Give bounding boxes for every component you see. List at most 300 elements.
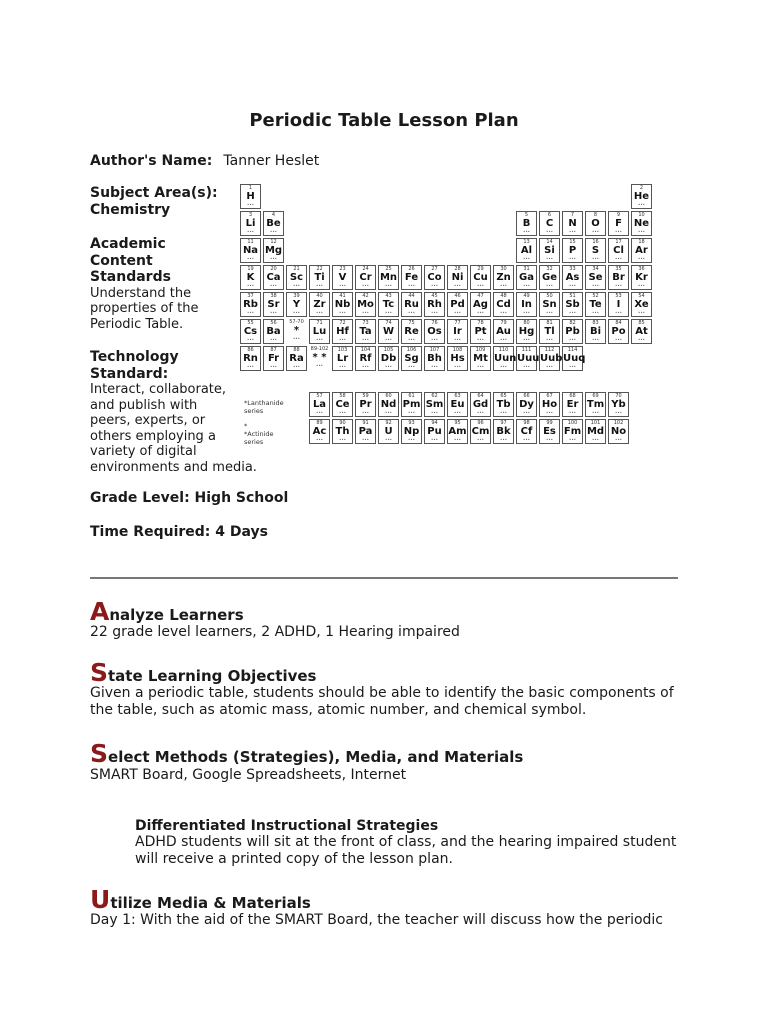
- element-number: 62: [431, 393, 438, 399]
- analyze-learners-heading: [90, 597, 244, 626]
- element-symbol: Tm: [586, 399, 605, 410]
- element-cell-13: [539, 238, 560, 263]
- element-cell-20: [286, 265, 307, 290]
- element-number: 73: [362, 320, 369, 326]
- element-mass-mark: •••: [338, 437, 347, 442]
- element-symbol: Be: [266, 218, 281, 229]
- element-mass-mark: •••: [315, 310, 324, 315]
- element-cell-15: [585, 238, 606, 263]
- element-symbol: Sm: [425, 399, 444, 410]
- element-number: 66: [523, 393, 530, 399]
- element-symbol: Na: [242, 245, 259, 256]
- element-mass-mark: •••: [614, 337, 623, 342]
- element-cell-23: [355, 265, 376, 290]
- element-number: 44: [408, 293, 415, 299]
- element-mass-mark: •••: [453, 310, 462, 315]
- element-number: 17: [615, 239, 622, 245]
- element-symbol: Bi: [589, 326, 602, 337]
- element-symbol: Ca: [266, 272, 281, 283]
- element-symbol: No: [610, 426, 627, 437]
- element-number: 102: [613, 420, 624, 426]
- element-symbol: Bk: [496, 426, 511, 437]
- element-cell-11: [263, 238, 284, 263]
- element-mass-mark: •••: [499, 410, 508, 415]
- element-symbol: Pt: [474, 326, 487, 337]
- element-symbol: Ir: [453, 326, 462, 337]
- actinide-label: * *Actinide series: [244, 422, 274, 446]
- element-symbol: Np: [403, 426, 420, 437]
- element-cell-18: [240, 265, 261, 290]
- element-cell-63: [447, 319, 468, 344]
- element-cell-71: [631, 319, 652, 344]
- element-symbol: Db: [380, 353, 397, 364]
- element-cell-54: [240, 319, 261, 344]
- lanthanide-cell-12: [585, 392, 606, 417]
- element-symbol: Cu: [473, 272, 488, 283]
- element-cell-77: [355, 346, 376, 371]
- element-cell-1: [631, 184, 652, 209]
- element-symbol: Uuu: [517, 353, 540, 364]
- element-number: 89-102: [310, 346, 329, 352]
- element-mass-mark: •••: [522, 364, 531, 369]
- lanthanide-cell-4: [401, 392, 422, 417]
- element-cell-12: [516, 238, 537, 263]
- element-number: 13: [523, 239, 530, 245]
- element-mass-mark: •••: [453, 283, 462, 288]
- element-mass-mark: •••: [476, 337, 485, 342]
- element-mass-mark: •••: [269, 310, 278, 315]
- element-mass-mark: •••: [545, 364, 554, 369]
- element-number: 90: [339, 420, 346, 426]
- element-number: 40: [316, 293, 323, 299]
- element-symbol: Bh: [427, 353, 442, 364]
- element-number: 70: [615, 393, 622, 399]
- element-number: 106: [406, 347, 417, 353]
- element-number: 80: [523, 320, 530, 326]
- element-symbol: Pb: [565, 326, 580, 337]
- element-symbol: Dy: [519, 399, 534, 410]
- element-number: 57-70: [289, 319, 304, 325]
- element-number: 105: [383, 347, 394, 353]
- analyze-initial: A: [90, 597, 110, 626]
- element-mass-mark: •••: [568, 310, 577, 315]
- state-body: [90, 685, 680, 719]
- academic-label-3: Standards: [90, 269, 171, 285]
- element-mass-mark: •••: [315, 437, 324, 442]
- element-cell-74: [286, 346, 307, 371]
- element-mass-mark: •••: [338, 364, 347, 369]
- element-cell-3: [263, 211, 284, 236]
- element-mass-mark: •••: [338, 283, 347, 288]
- element-cell-36: [240, 292, 261, 317]
- element-symbol: Al: [520, 245, 533, 256]
- element-mass-mark: •••: [407, 310, 416, 315]
- element-number: 23: [339, 266, 346, 272]
- element-symbol: Pm: [402, 399, 421, 410]
- element-cell-83: [493, 346, 517, 371]
- element-symbol: Ag: [473, 299, 488, 310]
- tech-text-1: Interact, collaborate,: [90, 382, 227, 397]
- element-mass-mark: •••: [430, 310, 439, 315]
- element-cell-49: [539, 292, 560, 317]
- element-mass-mark: •••: [614, 437, 623, 442]
- element-number: 101: [590, 420, 601, 426]
- element-number: 88: [293, 347, 300, 353]
- element-mass-mark: •••: [453, 410, 462, 415]
- analyze-body: 22 grade level learners, 2 ADHD, 1 Hearing impaired: [90, 624, 460, 640]
- element-cell-14: [562, 238, 583, 263]
- element-mass-mark: •••: [430, 283, 439, 288]
- element-number: 42: [362, 293, 369, 299]
- element-number: 19: [247, 266, 254, 272]
- tech-text-3: peers, experts, or: [90, 413, 206, 428]
- element-symbol: Rf: [359, 353, 372, 364]
- element-number: 82: [569, 320, 576, 326]
- lanthanide-cell-5: [424, 392, 445, 417]
- element-symbol: Si: [544, 245, 555, 256]
- element-mass-mark: •••: [568, 364, 577, 369]
- academic-text-2: properties of the: [90, 301, 199, 316]
- element-cell-34: [608, 265, 629, 290]
- lanthanide-cell-11: [562, 392, 583, 417]
- element-symbol: Hg: [518, 326, 535, 337]
- element-mass-mark: •••: [384, 283, 393, 288]
- element-number: 71: [316, 320, 323, 326]
- element-mass-mark: •••: [568, 337, 577, 342]
- element-symbol: Ta: [359, 326, 372, 337]
- element-number: 103: [337, 347, 348, 353]
- academic-text-3: Periodic Table.: [90, 316, 184, 332]
- element-number: 22: [316, 266, 323, 272]
- element-symbol: In: [521, 299, 532, 310]
- element-symbol: At: [635, 326, 648, 337]
- element-number: 21: [293, 266, 300, 272]
- element-number: 29: [477, 266, 484, 272]
- element-symbol: Uuq: [563, 353, 586, 364]
- element-mass-mark: •••: [384, 410, 393, 415]
- element-number: 104: [360, 347, 371, 353]
- element-number: 10: [638, 212, 645, 218]
- utilize-initial: U: [90, 885, 111, 914]
- element-number: 47: [477, 293, 484, 299]
- element-cell-4: [516, 211, 537, 236]
- element-mass-mark: •••: [338, 310, 347, 315]
- element-symbol: V: [338, 272, 347, 283]
- actinide-cell-4: [401, 419, 422, 444]
- tech-text-5: variety of digital: [90, 444, 197, 459]
- lanthanide-cell-3: [378, 392, 399, 417]
- element-mass-mark: •••: [338, 410, 347, 415]
- element-mass-mark: •••: [591, 437, 600, 442]
- element-symbol: Ti: [314, 272, 325, 283]
- element-mass-mark: •••: [476, 437, 485, 442]
- element-mass-mark: •••: [384, 437, 393, 442]
- element-cell-86: [562, 346, 586, 371]
- lanthanide-cell-9: [516, 392, 537, 417]
- element-cell-37: [263, 292, 284, 317]
- element-number: 16: [592, 239, 599, 245]
- element-mass-mark: •••: [591, 337, 600, 342]
- element-mass-mark: •••: [614, 310, 623, 315]
- element-cell-30: [516, 265, 537, 290]
- element-cell-28: [470, 265, 491, 290]
- element-cell-32: [562, 265, 583, 290]
- grade-level: Grade Level: High School: [90, 490, 289, 506]
- element-symbol: Ba: [266, 326, 281, 337]
- element-mass-mark: •••: [499, 283, 508, 288]
- element-number: 9: [616, 212, 621, 218]
- analyze-title: nalyze Learners: [109, 606, 244, 624]
- element-number: 5: [524, 212, 529, 218]
- element-number: 12: [270, 239, 277, 245]
- element-mass-mark: •••: [246, 256, 255, 261]
- element-cell-33: [585, 265, 606, 290]
- element-symbol: Ga: [519, 272, 534, 283]
- technology-standard: [90, 349, 257, 475]
- element-cell-45: [447, 292, 468, 317]
- element-symbol: Lr: [336, 353, 349, 364]
- element-cell-73: [263, 346, 284, 371]
- utilize-title: tilize Media & Materials: [110, 894, 311, 912]
- actinide-cell-2: [355, 419, 376, 444]
- element-mass-mark: •••: [591, 310, 600, 315]
- element-symbol: Zr: [313, 299, 326, 310]
- academic-label-1: Academic: [90, 236, 166, 252]
- element-cell-39: [309, 292, 330, 317]
- element-symbol: H: [246, 191, 255, 202]
- element-number: 49: [523, 293, 530, 299]
- lanthanide-cell-6: [447, 392, 468, 417]
- element-number: 75: [408, 320, 415, 326]
- element-mass-mark: •••: [407, 410, 416, 415]
- element-number: 94: [431, 420, 438, 426]
- element-number: 55: [247, 320, 254, 326]
- element-cell-6: [562, 211, 583, 236]
- actinide-cell-12: [585, 419, 606, 444]
- element-symbol: Sc: [289, 272, 304, 283]
- element-cell-8: [608, 211, 629, 236]
- element-number: 56: [270, 320, 277, 326]
- state-initial: S: [90, 658, 109, 687]
- author-line: [90, 150, 319, 169]
- lanthanide-cell-0: [309, 392, 330, 417]
- tech-text-6: environments and media.: [90, 459, 257, 475]
- element-number: 74: [385, 320, 392, 326]
- element-symbol: Rb: [243, 299, 258, 310]
- element-symbol: Fm: [563, 426, 582, 437]
- element-mass-mark: •••: [315, 283, 324, 288]
- tech-text-4: others employing a: [90, 428, 216, 444]
- element-number: 50: [546, 293, 553, 299]
- element-number: 32: [546, 266, 553, 272]
- tech-label-1: Technology: [90, 349, 179, 365]
- element-symbol: Uub: [540, 353, 563, 364]
- element-number: 11: [247, 239, 254, 245]
- element-number: 110: [498, 347, 509, 353]
- element-mass-mark: •••: [637, 283, 646, 288]
- element-symbol: B: [522, 218, 531, 229]
- element-cell-41: [355, 292, 376, 317]
- element-symbol: Cs: [243, 326, 258, 337]
- element-mass-mark: •••: [522, 410, 531, 415]
- element-cell-0: [240, 184, 261, 209]
- element-mass-mark: •••: [384, 364, 393, 369]
- select-initial: S: [90, 739, 109, 768]
- actinide-cell-5: [424, 419, 445, 444]
- element-cell-42: [378, 292, 399, 317]
- element-number: 68: [569, 393, 576, 399]
- element-number: 46: [454, 293, 461, 299]
- element-number: 4: [271, 212, 276, 218]
- element-mass-mark: •••: [246, 337, 255, 342]
- element-mass-mark: •••: [430, 410, 439, 415]
- element-number: 65: [500, 393, 507, 399]
- element-number: 72: [339, 320, 346, 326]
- element-cell-78: [378, 346, 399, 371]
- element-symbol: Ne: [633, 218, 650, 229]
- element-number: 96: [477, 420, 484, 426]
- element-mass-mark: •••: [476, 310, 485, 315]
- element-symbol: He: [633, 191, 650, 202]
- select-methods-heading: [90, 739, 523, 768]
- element-mass-mark: •••: [637, 202, 646, 207]
- element-mass-mark: •••: [292, 364, 301, 369]
- element-mass-mark: •••: [568, 437, 577, 442]
- element-cell-44: [424, 292, 445, 317]
- element-mass-mark: •••: [522, 310, 531, 315]
- element-symbol: Cf: [520, 426, 533, 437]
- element-cell-75: [309, 346, 330, 371]
- element-number: 64: [477, 393, 484, 399]
- element-cell-59: [355, 319, 376, 344]
- element-cell-51: [585, 292, 606, 317]
- element-symbol: Hf: [336, 326, 349, 337]
- element-symbol: Nd: [380, 399, 397, 410]
- element-symbol: Te: [589, 299, 602, 310]
- element-cell-16: [608, 238, 629, 263]
- element-number: 100: [567, 420, 578, 426]
- element-mass-mark: •••: [545, 437, 554, 442]
- element-cell-61: [401, 319, 422, 344]
- element-symbol: U: [384, 426, 393, 437]
- element-symbol: Rh: [427, 299, 442, 310]
- element-cell-76: [332, 346, 353, 371]
- element-symbol: Co: [427, 272, 442, 283]
- element-number: 30: [500, 266, 507, 272]
- element-symbol: Am: [448, 426, 467, 437]
- lanthanide-cell-10: [539, 392, 560, 417]
- element-symbol: Os: [427, 326, 442, 337]
- element-number: 77: [454, 320, 461, 326]
- subject-area: [90, 185, 218, 219]
- element-cell-82: [470, 346, 491, 371]
- element-number: 41: [339, 293, 346, 299]
- element-number: 26: [408, 266, 415, 272]
- academic-standards: [90, 236, 198, 332]
- element-number: 109: [475, 347, 486, 353]
- element-mass-mark: •••: [499, 337, 508, 342]
- element-cell-67: [539, 319, 560, 344]
- element-cell-31: [539, 265, 560, 290]
- lanthanide-label: *Lanthanide series: [244, 399, 284, 415]
- element-mass-mark: •••: [315, 410, 324, 415]
- element-number: 69: [592, 393, 599, 399]
- element-symbol: Md: [586, 426, 605, 437]
- element-symbol: Cd: [496, 299, 511, 310]
- element-number: 53: [615, 293, 622, 299]
- element-cell-29: [493, 265, 514, 290]
- element-number: 79: [500, 320, 507, 326]
- element-cell-62: [424, 319, 445, 344]
- element-cell-22: [332, 265, 353, 290]
- element-symbol: Ra: [289, 353, 304, 364]
- element-mass-mark: •••: [522, 437, 531, 442]
- element-mass-mark: •••: [269, 256, 278, 261]
- element-symbol: Ge: [542, 272, 557, 283]
- element-mass-mark: •••: [407, 283, 416, 288]
- element-symbol: Re: [404, 326, 419, 337]
- element-mass-mark: •••: [453, 437, 462, 442]
- element-symbol: Ce: [335, 399, 350, 410]
- element-cell-17: [631, 238, 652, 263]
- element-number: 3: [248, 212, 253, 218]
- element-number: 25: [385, 266, 392, 272]
- element-symbol: Pa: [358, 426, 373, 437]
- element-symbol: Sb: [565, 299, 580, 310]
- tech-text-2: and publish with: [90, 397, 198, 413]
- element-number: 51: [569, 293, 576, 299]
- element-symbol: Ar: [635, 245, 648, 256]
- actinide-cell-9: [516, 419, 537, 444]
- element-symbol: Po: [611, 326, 626, 337]
- element-cell-84: [516, 346, 540, 371]
- element-mass-mark: •••: [292, 310, 301, 315]
- element-mass-mark: •••: [499, 310, 508, 315]
- element-mass-mark: •••: [361, 410, 370, 415]
- element-mass-mark: •••: [614, 256, 623, 261]
- element-number: 108: [452, 347, 463, 353]
- element-number: 37: [247, 293, 254, 299]
- subject-value: Chemistry: [90, 202, 171, 218]
- element-mass-mark: •••: [545, 410, 554, 415]
- element-cell-85: [539, 346, 563, 371]
- lanthanide-cell-2: [355, 392, 376, 417]
- element-cell-72: [240, 346, 261, 371]
- element-symbol: Se: [588, 272, 603, 283]
- element-mass-mark: •••: [361, 337, 370, 342]
- element-symbol: Mt: [473, 353, 488, 364]
- lanthanide-cell-1: [332, 392, 353, 417]
- element-symbol: Hs: [450, 353, 465, 364]
- utilize-body: Day 1: With the aid of the SMART Board, the teacher will discuss how the periodic: [90, 912, 664, 928]
- element-cell-66: [516, 319, 537, 344]
- element-cell-40: [332, 292, 353, 317]
- element-mass-mark: •••: [246, 283, 255, 288]
- differentiated-body-line-1: ADHD students will sit at the front of class, and the hearing impaired student: [135, 834, 677, 850]
- element-number: 107: [429, 347, 440, 353]
- element-mass-mark: •••: [545, 337, 554, 342]
- element-number: 27: [431, 266, 438, 272]
- element-mass-mark: •••: [568, 283, 577, 288]
- state-title: tate Learning Objectives: [108, 667, 317, 685]
- academic-text-1: Understand the: [90, 285, 192, 301]
- element-number: 14: [546, 239, 553, 245]
- element-symbol: Lu: [312, 326, 327, 337]
- element-cell-60: [378, 319, 399, 344]
- actinide-cell-1: [332, 419, 353, 444]
- differentiated-heading: Differentiated Instructional Strategies: [135, 818, 439, 834]
- element-symbol: Mg: [264, 245, 283, 256]
